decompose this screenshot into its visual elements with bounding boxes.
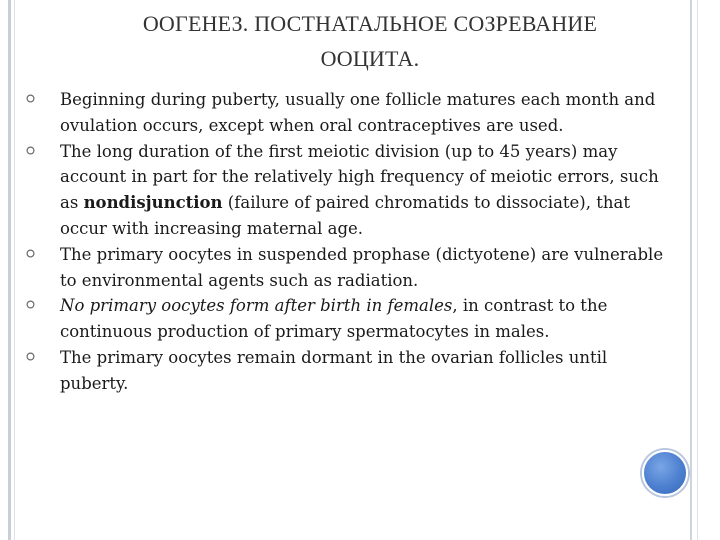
ring-bullet-icon bbox=[26, 249, 35, 258]
right-frame-line-inner bbox=[697, 0, 698, 540]
list-item-text: The primary oocytes remain dormant in the ovarian follicles until puberty. bbox=[60, 347, 608, 393]
list-item bbox=[26, 87, 676, 139]
list-item-text: (failure of paired chromatids to dissociate), that occur with increasing maternal age. bbox=[60, 193, 630, 238]
emphasis-term: nondisjunction bbox=[83, 193, 223, 213]
bullet-list bbox=[26, 87, 676, 397]
list-item-text: , in contrast to the continuous production of primary spermatocytes in males. bbox=[60, 296, 608, 342]
list-item-text: The long duration of the first meiotic division (up to 45 years) may account in part for the relatively high frequency of meiotic errors, such as bbox=[60, 141, 659, 213]
right-frame-line bbox=[690, 0, 692, 540]
ring-bullet-icon bbox=[26, 352, 35, 361]
slide-title-line-1: ООГЕНЕЗ. ПОСТНАТАЛЬНОЕ СОЗРЕВАНИЕ bbox=[142, 11, 598, 36]
left-frame-line-inner bbox=[14, 0, 15, 540]
left-frame-line bbox=[8, 0, 11, 540]
list-item-text: The primary oocytes in suspended prophase (dictyotene) are vulnerable to environmental agents such as radiation. bbox=[60, 244, 664, 290]
list-item-text: Beginning during puberty, usually one follicle matures each month and ovulation occurs, except when oral contraceptives are used. bbox=[60, 90, 656, 135]
list-item bbox=[26, 242, 676, 294]
list-item bbox=[26, 293, 676, 345]
slide-title bbox=[60, 6, 680, 76]
ring-bullet-icon bbox=[26, 146, 35, 155]
ring-bullet-icon bbox=[26, 300, 35, 309]
list-item bbox=[26, 139, 676, 242]
decorative-circle bbox=[642, 450, 688, 496]
slide-title-line-2: ООЦИТА. bbox=[320, 46, 420, 71]
ring-bullet-icon bbox=[26, 94, 35, 103]
italic-phrase: No primary oocytes form after birth in females bbox=[60, 296, 453, 316]
list-item bbox=[26, 345, 676, 397]
